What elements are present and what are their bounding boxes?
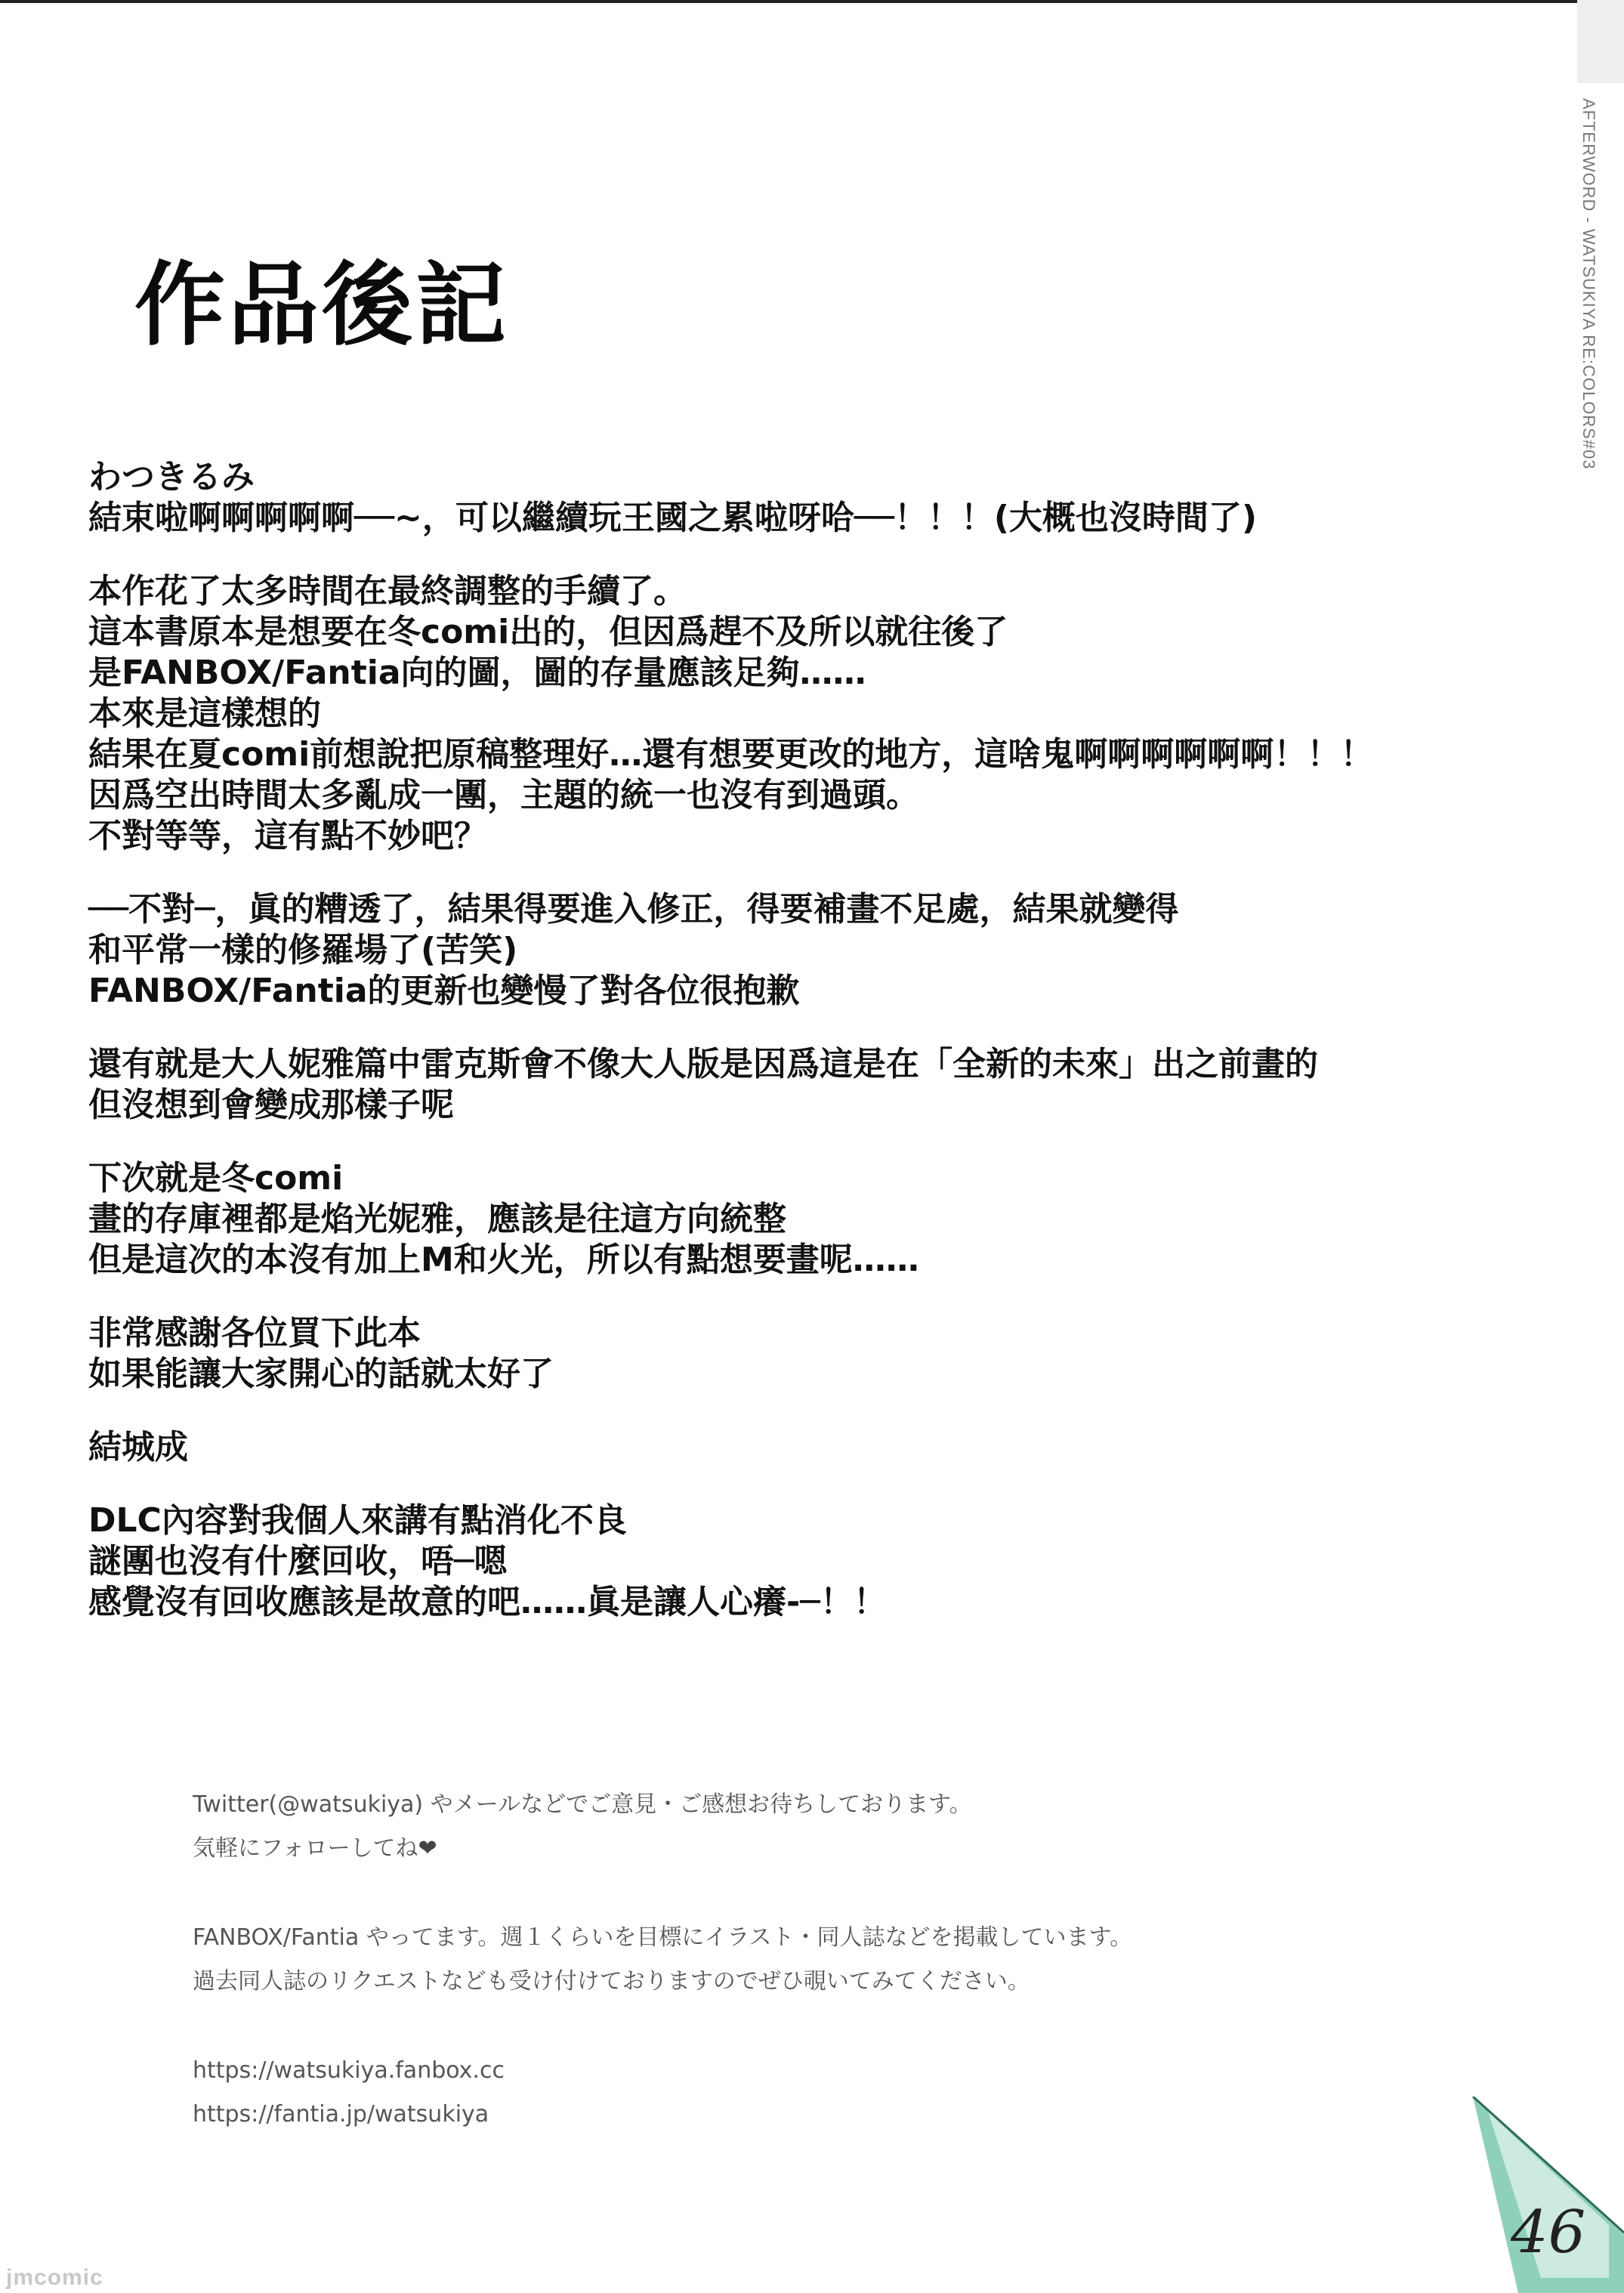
footer-group-contact [193, 1783, 1132, 1871]
heart-icon: ❤ [418, 1835, 437, 1862]
fanbox-link[interactable]: https://watsukiya.fanbox.cc [193, 2057, 505, 2084]
paragraph [88, 1158, 1569, 1281]
text-line: 下次就是冬comi [88, 1159, 344, 1197]
afterword-body [88, 457, 1569, 1655]
side-strip [1577, 0, 1624, 83]
paragraph [88, 1500, 1569, 1623]
text-line: わつきるみ [88, 458, 255, 496]
text-line: 這本書原本是想要在冬comi出的，但因爲趕不及所以就往後了 [88, 613, 1008, 651]
page-number: 46 [1511, 2199, 1586, 2267]
text-line: FANBOX/Fantia的更新也變慢了對各位很抱歉 [88, 972, 800, 1010]
text-line: 本來是這樣想的 [88, 694, 321, 733]
text-line: 因爲空出時間太多亂成一團，主題的統一也沒有到過頭。 [88, 776, 919, 814]
text-line: 如果能讓大家開心的話就太好了 [88, 1355, 554, 1393]
text-line: 感覺沒有回收應該是故意的吧……眞是讓人心癢-─！！ [88, 1583, 887, 1621]
text-line: 還有就是大人妮雅篇中雷克斯會不像大人版是因爲這是在「全新的未來」出之前畫的 [88, 1045, 1318, 1083]
footer-group-fanbox [193, 1916, 1132, 2004]
text-line: 但是這次的本沒有加上M和火光，所以有點想要畫呢…… [88, 1241, 919, 1279]
paragraph [88, 889, 1569, 1012]
text-line: 非常感謝各位買下此本 [88, 1314, 421, 1352]
footer-line-text: 気軽にフォローしてね [193, 1835, 418, 1862]
top-border [0, 0, 1624, 3]
text-line: 是FANBOX/Fantia向的圖，圖的存量應該足夠…… [88, 654, 866, 692]
text-line: 不對等等，這有點不妙吧？ [88, 817, 487, 855]
text-line: 本作花了太多時間在最終調整的手續了。 [88, 572, 687, 610]
paragraph [88, 571, 1569, 857]
footer-line [193, 1827, 1132, 1871]
footer-line: Twitter(@watsukiya) やメールなどでご意見・ご感想お待ちしております。 [193, 1791, 972, 1818]
footer-notes [193, 1783, 1132, 2182]
footer-group-links [193, 2049, 1132, 2137]
watermark: jmcomic [6, 2265, 103, 2290]
paragraph [88, 457, 1569, 539]
text-line: 結城成 [88, 1428, 188, 1466]
text-line: ──不對─，眞的糟透了，結果得要進入修正，得要補畫不足處，結果就變得 [88, 890, 1179, 929]
footer-line: FANBOX/Fantia やってます。週１くらいを目標にイラスト・同人誌などを掲載しています。 [193, 1924, 1133, 1951]
page-title: 作品後記 [134, 253, 509, 358]
text-line: 但沒想到會變成那樣子呢 [88, 1086, 454, 1124]
footer-line: 過去同人誌のリクエストなども受け付けておりますのでぜひ覗いてみてください。 [193, 1968, 1030, 1995]
paragraph [88, 1313, 1569, 1395]
text-line: DLC內容對我個人來講有點消化不良 [88, 1501, 627, 1540]
text-line: 謎團也沒有什麼回收，唔─嗯 [88, 1542, 508, 1581]
paragraph [88, 1044, 1569, 1126]
text-line: 結果在夏comi前想說把原稿整理好…還有想要更改的地方，這啥鬼啊啊啊啊啊啊！！！ [88, 735, 1374, 774]
text-line: 和平常一樣的修羅場了(苦笑) [88, 931, 518, 969]
text-line: 結束啦啊啊啊啊啊──~，可以繼續玩王國之累啦呀哈──！！！(大概也沒時間了) [88, 499, 1258, 537]
fantia-link[interactable]: https://fantia.jp/watsukiya [193, 2101, 489, 2128]
paragraph [88, 1427, 1569, 1468]
text-line: 畫的存庫裡都是焰光妮雅，應該是往這方向統整 [88, 1200, 786, 1238]
side-label: AFTERWORD - WATSUKIYA RE:COLORS#03 [1579, 98, 1598, 470]
